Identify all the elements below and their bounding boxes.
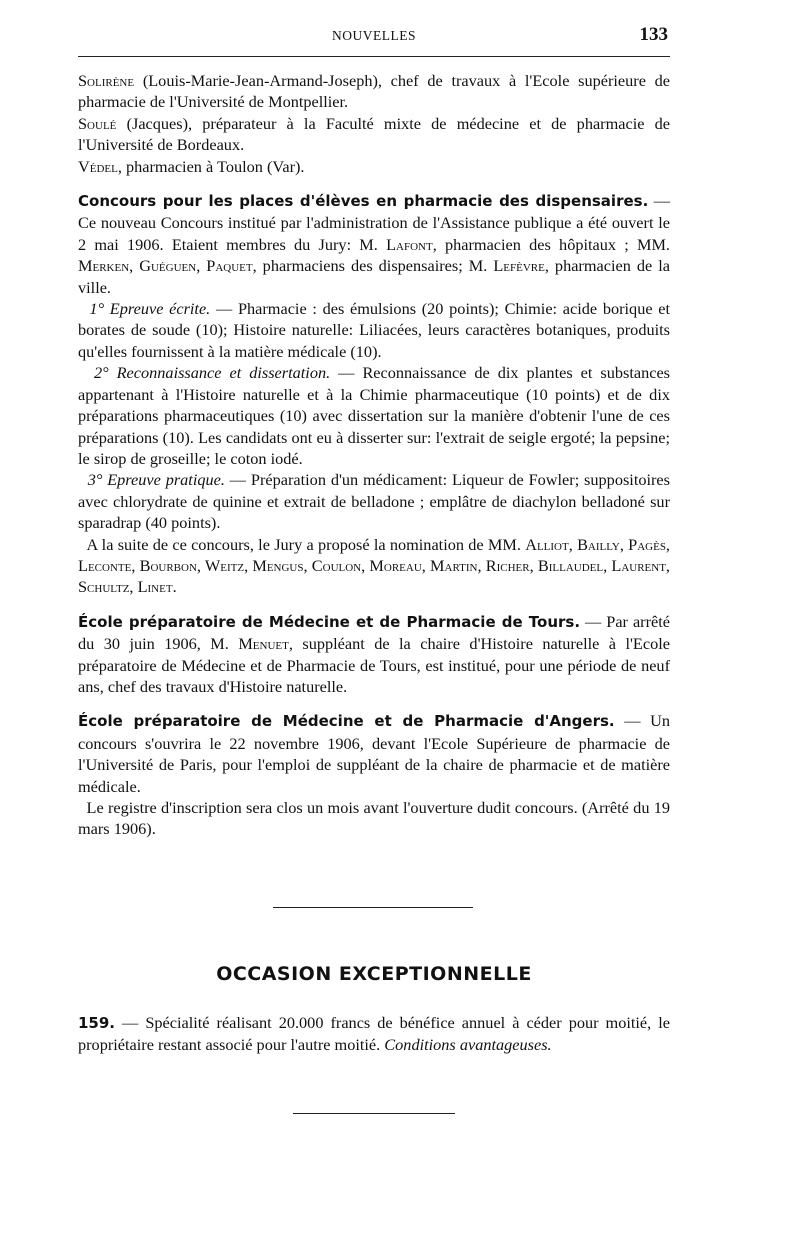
ad-number: 159. — [78, 1014, 116, 1032]
page-number: 133 — [639, 24, 668, 45]
section-heading-concours: Concours pour les places d'élèves en pharmacie des dispensaires. — [78, 192, 649, 211]
appointment-solirene: Solirène (Louis-Marie-Jean-Armand-Joseph), chef de travaux à l'Ecole supérieure de pharmacie de l'Université de Montpellier. — [78, 71, 670, 112]
tours-paragraph: École préparatoire de Médecine et de Pharmacie de Tours. — Par arrêté du 30 juin 1906, M. Menuet, suppléant de la chaire d'Histoire naturelle à l'Ecole préparatoire de Médecine et de Pharmacie de Tours, est institué, pour une période de neuf ans, chef des travaux d'Histoire naturelle. — [78, 611, 670, 696]
angers-paragraph: École préparatoire de Médecine et de Pharmacie d'Angers. — Un concours s'ouvrira le 22 novembre 1906, devant l'Ecole Supérieure de pharmacie de l'Université de Paris, pour l'emploi de suppléant de la chaire de pharmacie et de matière médicale. — [78, 711, 670, 796]
person-name: Solirène — [78, 71, 135, 90]
appointment-soule: Soulé (Jacques), préparateur à la Faculté mixte de médecine et de pharmacie de l'Université de Bordeaux. — [78, 113, 670, 155]
closing-rule — [293, 1113, 455, 1114]
occasion-ad: 159. — Spécialité réalisant 20.000 francs de bénéfice annuel à céder pour moitié, le propriétaire restant associé pour l'autre moitié. Conditions avantageuses. — [78, 1013, 670, 1055]
occasion-title: OCCASION EXCEPTIONNELLE — [216, 963, 532, 985]
epreuve-reconnaissance: 2° Reconnaissance et dissertation. — Reconnaissance de dix plantes et substances appartenant à l'Histoire naturelle et à la Chimie pharmaceutique (10 points) et de dix préparations pharmaceutiques (10) avec dissertation sur la manière d'obtenir l'une de ces préparations (10). Les candidats ont eu à disserter sur: l'extrait de seigle ergoté; la pepsine; le sirop de groseille; le coton iodé. — [78, 363, 671, 468]
header-rule — [78, 56, 670, 57]
section-heading-tours: École préparatoire de Médecine et de Pharmacie de Tours. — [78, 612, 581, 631]
concours-result: A la suite de ce concours, le Jury a proposé la nomination de MM. Alliot, Bailly, Pagès, Leconte, Bourbon, Weitz, Mengus, Coulon, Moreau, Martin, Richer, Billaudel, Laurent, Schultz, Linet. — [78, 534, 671, 597]
epreuve-ecrite: 1° Epreuve écrite. — Pharmacie : des émulsions (20 points); Chimie: acide borique et borates de soude (10); Histoire naturelle: Liliacées, leurs caractères botaniques, produits qu'elles fournissent à la matière médicale (10). — [78, 299, 671, 361]
divider-rule — [273, 907, 473, 908]
person-name: Soulé — [78, 113, 117, 133]
concours-paragraph: Concours pour les places d'élèves en pharmacie des dispensaires. — Ce nouveau Concours institué par l'administration de l'Assistance publique a été ouvert le 2 mai 1906. Etaient membres du Jury: M. Lafont, pharmacien des hôpitaux ; MM. Merken, Guéguen, Paquet, pharmaciens des dispensaires; M. Lefèvre, pharmacien de la ville. — [78, 191, 670, 297]
person-name: Védel — [78, 156, 118, 176]
angers-registre: Le registre d'inscription sera clos un mois avant l'ouverture dudit concours. (Arrêté du 19 mars 1906). — [78, 798, 670, 839]
appointment-vedel: Védel, pharmacien à Toulon (Var). — [78, 156, 305, 176]
ad-emphasis: Conditions avantageuses. — [384, 1035, 552, 1055]
running-title: NOUVELLES — [332, 28, 416, 43]
article-body — [78, 70, 670, 840]
section-heading-angers: École préparatoire de Médecine et de Pharmacie d'Angers. — [78, 712, 615, 731]
epreuve-pratique: 3° Epreuve pratique. — Préparation d'un médicament: Liqueur de Fowler; suppositoires avec chlorydrate de quinine et extrait de belladone ; emplâtre de diachylon belladoné sur sparadrap (40 points). — [78, 470, 670, 533]
page-header — [78, 24, 670, 52]
